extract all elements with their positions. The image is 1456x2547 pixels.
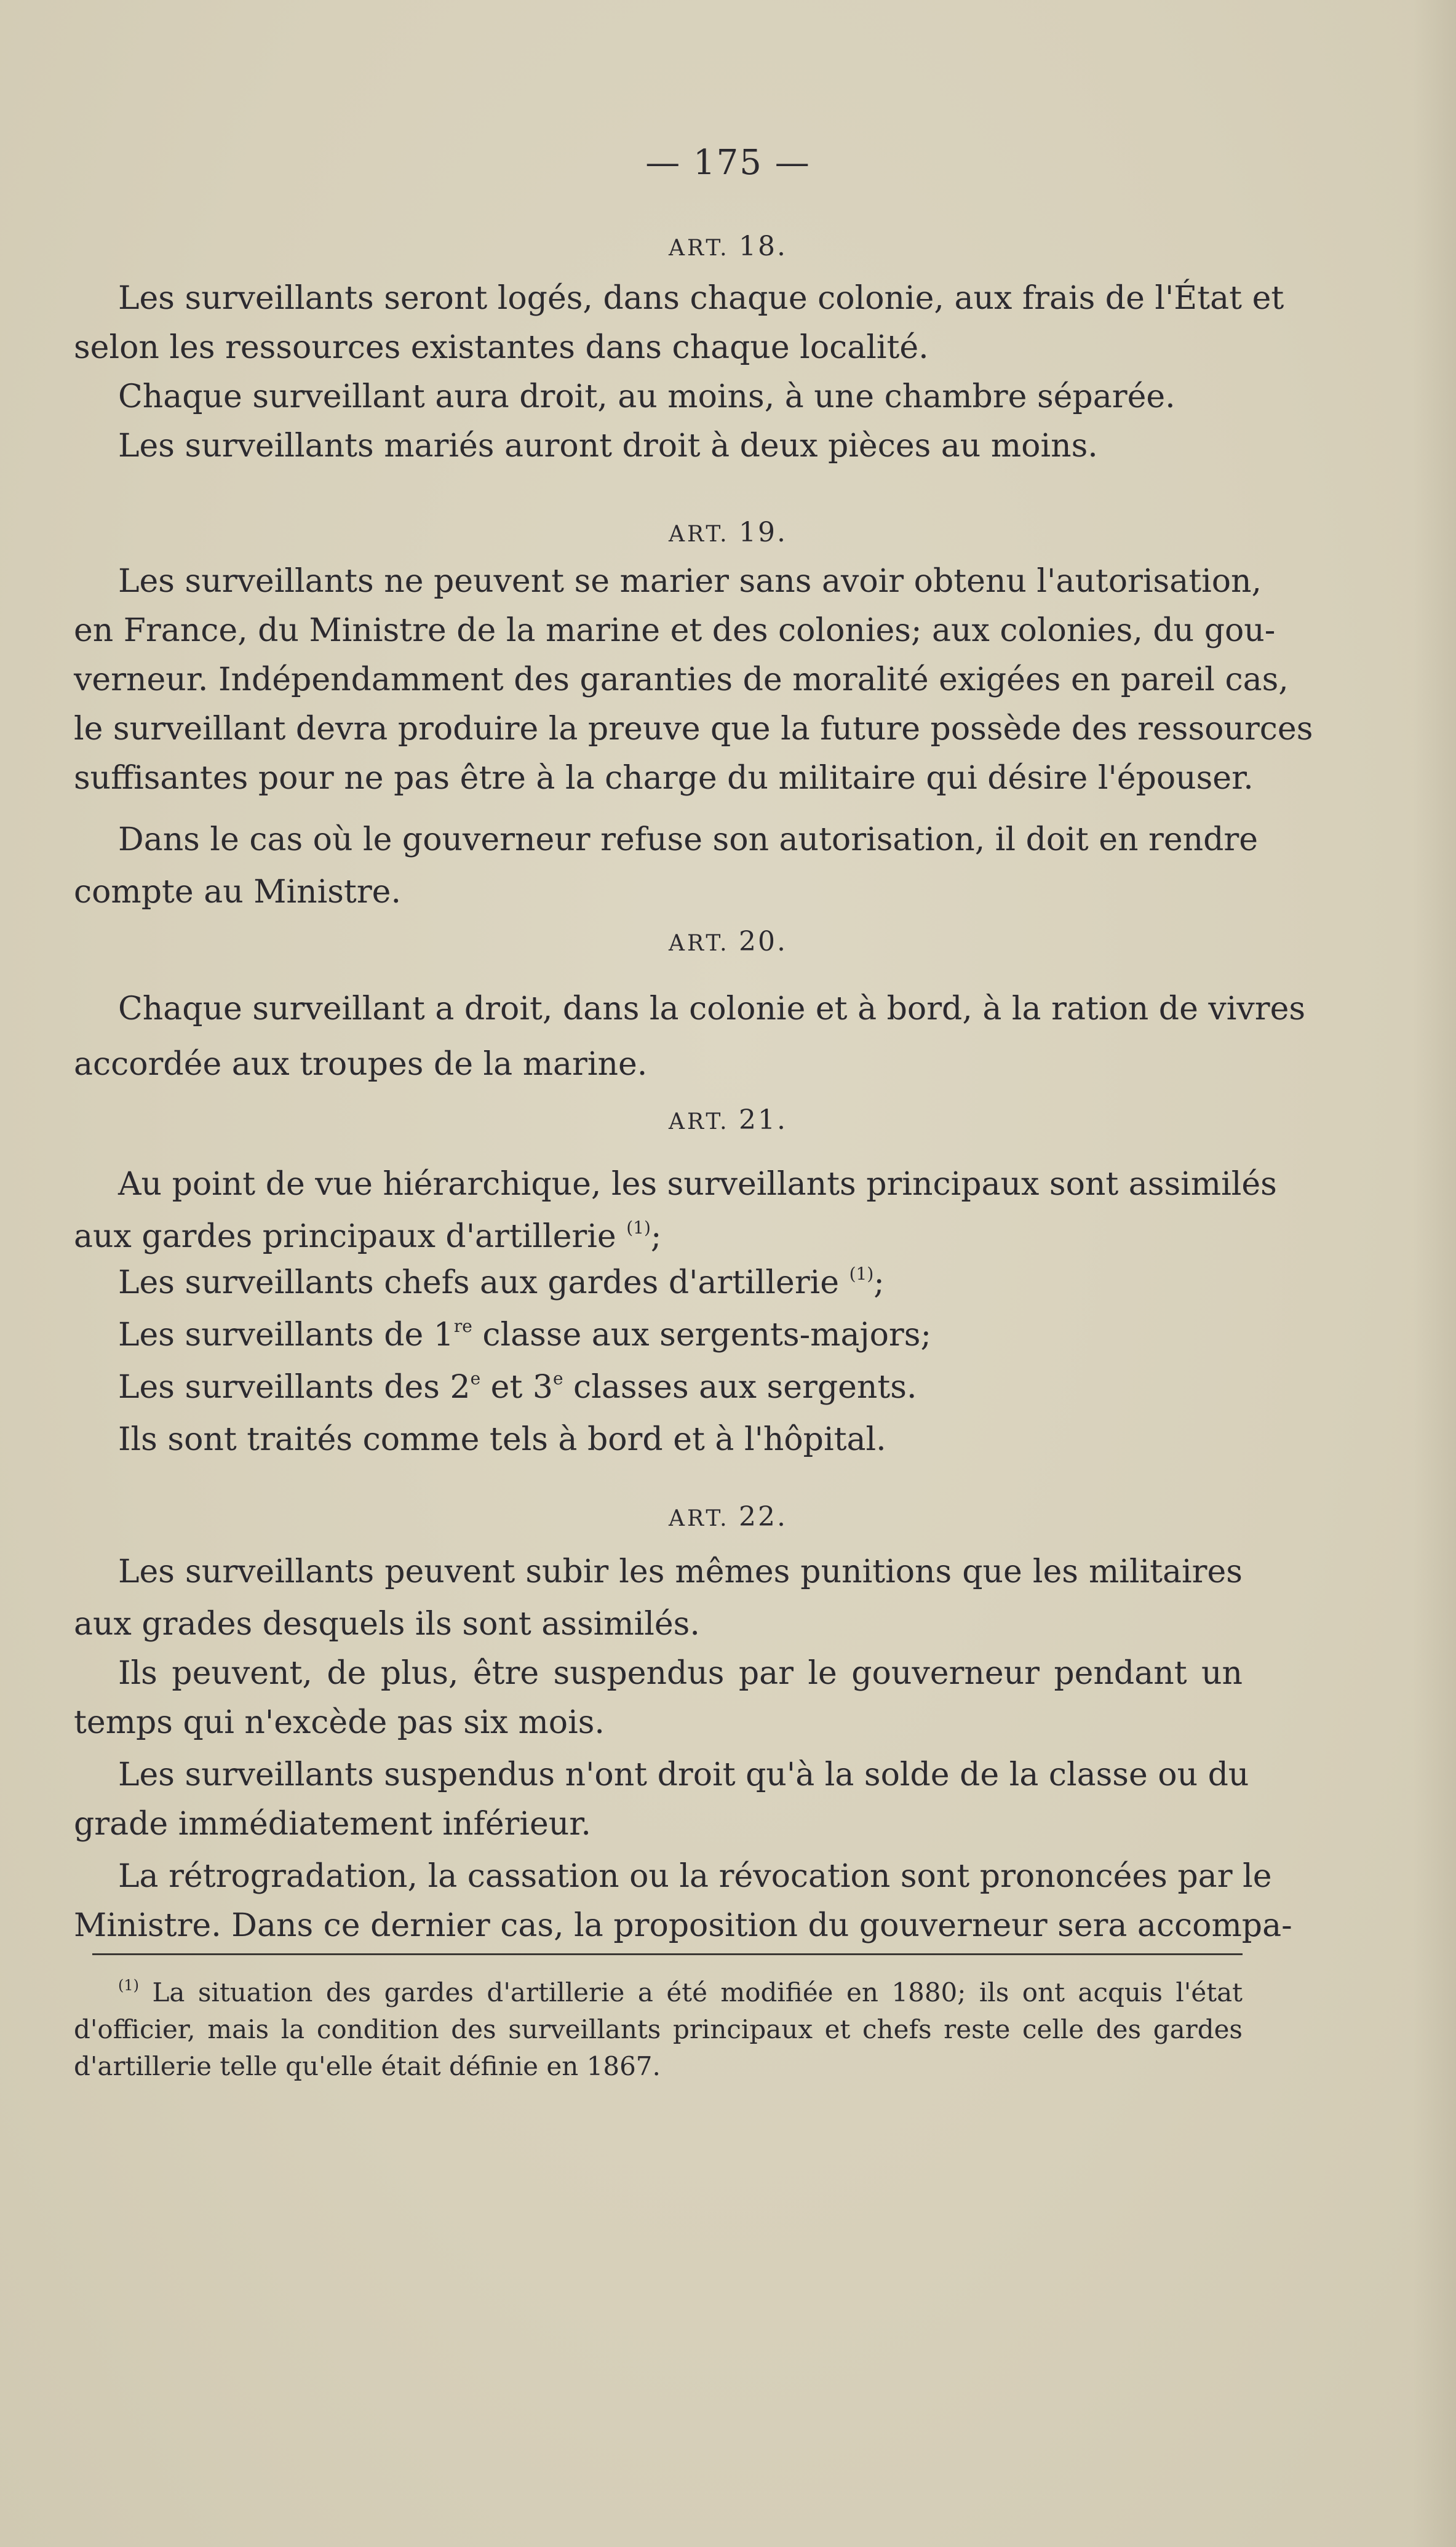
article-heading-22 — [0, 1501, 1456, 1533]
article-number: 20. — [739, 926, 788, 957]
article-number: 18. — [739, 231, 788, 262]
text-fragment: aux gardes principaux d'artillerie — [74, 1218, 627, 1255]
text-line — [118, 1264, 1243, 1301]
superscript: e — [552, 1368, 563, 1389]
footnote-line — [118, 1978, 1243, 2007]
article-prefix: ART. — [668, 236, 730, 261]
text-fragment: et 3 — [480, 1369, 553, 1406]
text-line: Les surveillants suspendus n'ont droit qu'à la solde de la classe ou du — [118, 1756, 1249, 1793]
footnote-line: d'artillerie telle qu'elle était définie en 1867. — [74, 2051, 661, 2081]
text-line: accordée aux troupes de la marine. — [74, 1046, 648, 1083]
page-number: — 175 — — [645, 143, 811, 183]
article-prefix: ART. — [668, 522, 730, 547]
article-number: 19. — [739, 517, 788, 548]
footnote-ref: (1) — [849, 1264, 874, 1284]
article-heading-21 — [0, 1104, 1456, 1136]
text-line — [74, 1218, 1243, 1255]
text-fragment: ; — [650, 1218, 662, 1255]
footnote-marker: (1) — [118, 1977, 139, 1994]
footnote-ref: (1) — [626, 1218, 651, 1238]
text-line: compte au Ministre. — [74, 874, 401, 911]
text-line: Les surveillants mariés auront droit à deux pièces au moins. — [118, 428, 1098, 464]
article-prefix: ART. — [668, 931, 730, 956]
text-line: le surveillant devra produire la preuve que la future possède des ressources — [74, 711, 1313, 747]
text-line: grade immédiatement inférieur. — [74, 1806, 591, 1843]
text-line: temps qui n'excède pas six mois. — [74, 1704, 605, 1741]
text-line: Les surveillants peuvent subir les mêmes punitions que les militaires — [118, 1553, 1243, 1590]
text-fragment: ; — [873, 1264, 885, 1301]
text-fragment: classes aux sergents. — [563, 1369, 917, 1406]
text-line: La rétrogradation, la cassation ou la révocation sont prononcées par le — [118, 1858, 1272, 1895]
text-line: aux grades desquels ils sont assimilés. — [74, 1606, 700, 1643]
article-heading-20 — [0, 926, 1456, 957]
text-line: Chaque surveillant a droit, dans la colonie et à bord, à la ration de vivres — [118, 990, 1306, 1027]
article-number: 22. — [739, 1501, 788, 1533]
footnote-line: d'officier, mais la condition des surveillants principaux et chefs reste celle des gardes — [74, 2014, 1243, 2044]
superscript: re — [453, 1316, 472, 1336]
text-line: Chaque surveillant aura droit, au moins, à une chambre séparée. — [118, 378, 1176, 415]
text-line: Ils peuvent, de plus, être suspendus par le gouverneur pendant un — [118, 1655, 1243, 1692]
text-fragment: Les surveillants de 1 — [118, 1317, 454, 1353]
text-line: Les surveillants seront logés, dans chaque colonie, aux frais de l'État et — [118, 280, 1284, 317]
article-number: 21. — [739, 1104, 788, 1136]
text-line: Dans le cas où le gouverneur refuse son autorisation, il doit en rendre — [118, 821, 1259, 858]
text-line: en France, du Ministre de la marine et des colonies; aux colonies, du gou- — [74, 612, 1276, 649]
footnote-divider — [92, 1953, 1243, 1955]
article-heading-18 — [0, 231, 1456, 262]
superscript: e — [470, 1368, 481, 1389]
text-fragment: Les surveillants chefs aux gardes d'artillerie — [118, 1264, 849, 1301]
article-heading-19 — [0, 517, 1456, 548]
text-line — [118, 1369, 1243, 1406]
article-prefix: ART. — [668, 1109, 730, 1134]
text-line: Les surveillants ne peuvent se marier sans avoir obtenu l'autorisation, — [118, 563, 1262, 600]
text-line: verneur. Indépendamment des garanties de moralité exigées en pareil cas, — [74, 661, 1289, 698]
page-edge-shadow — [1413, 0, 1456, 2547]
text-line: Ministre. Dans ce dernier cas, la proposition du gouverneur sera accompa- — [74, 1907, 1292, 1944]
text-line: Ils sont traités comme tels à bord et à l'hôpital. — [118, 1421, 886, 1458]
article-prefix: ART. — [668, 1506, 730, 1531]
footnote-text: La situation des gardes d'artillerie a été modifiée en 1880; ils ont acquis l'état — [139, 1977, 1243, 2007]
text-line: suffisantes pour ne pas être à la charge du militaire qui désire l'épouser. — [74, 760, 1254, 797]
text-line: selon les ressources existantes dans chaque localité. — [74, 329, 929, 366]
text-fragment: Les surveillants des 2 — [118, 1369, 471, 1406]
text-line: Au point de vue hiérarchique, les surveillants principaux sont assimilés — [118, 1166, 1277, 1203]
text-fragment: classe aux sergents-majors; — [472, 1317, 931, 1353]
text-line — [118, 1317, 1243, 1353]
